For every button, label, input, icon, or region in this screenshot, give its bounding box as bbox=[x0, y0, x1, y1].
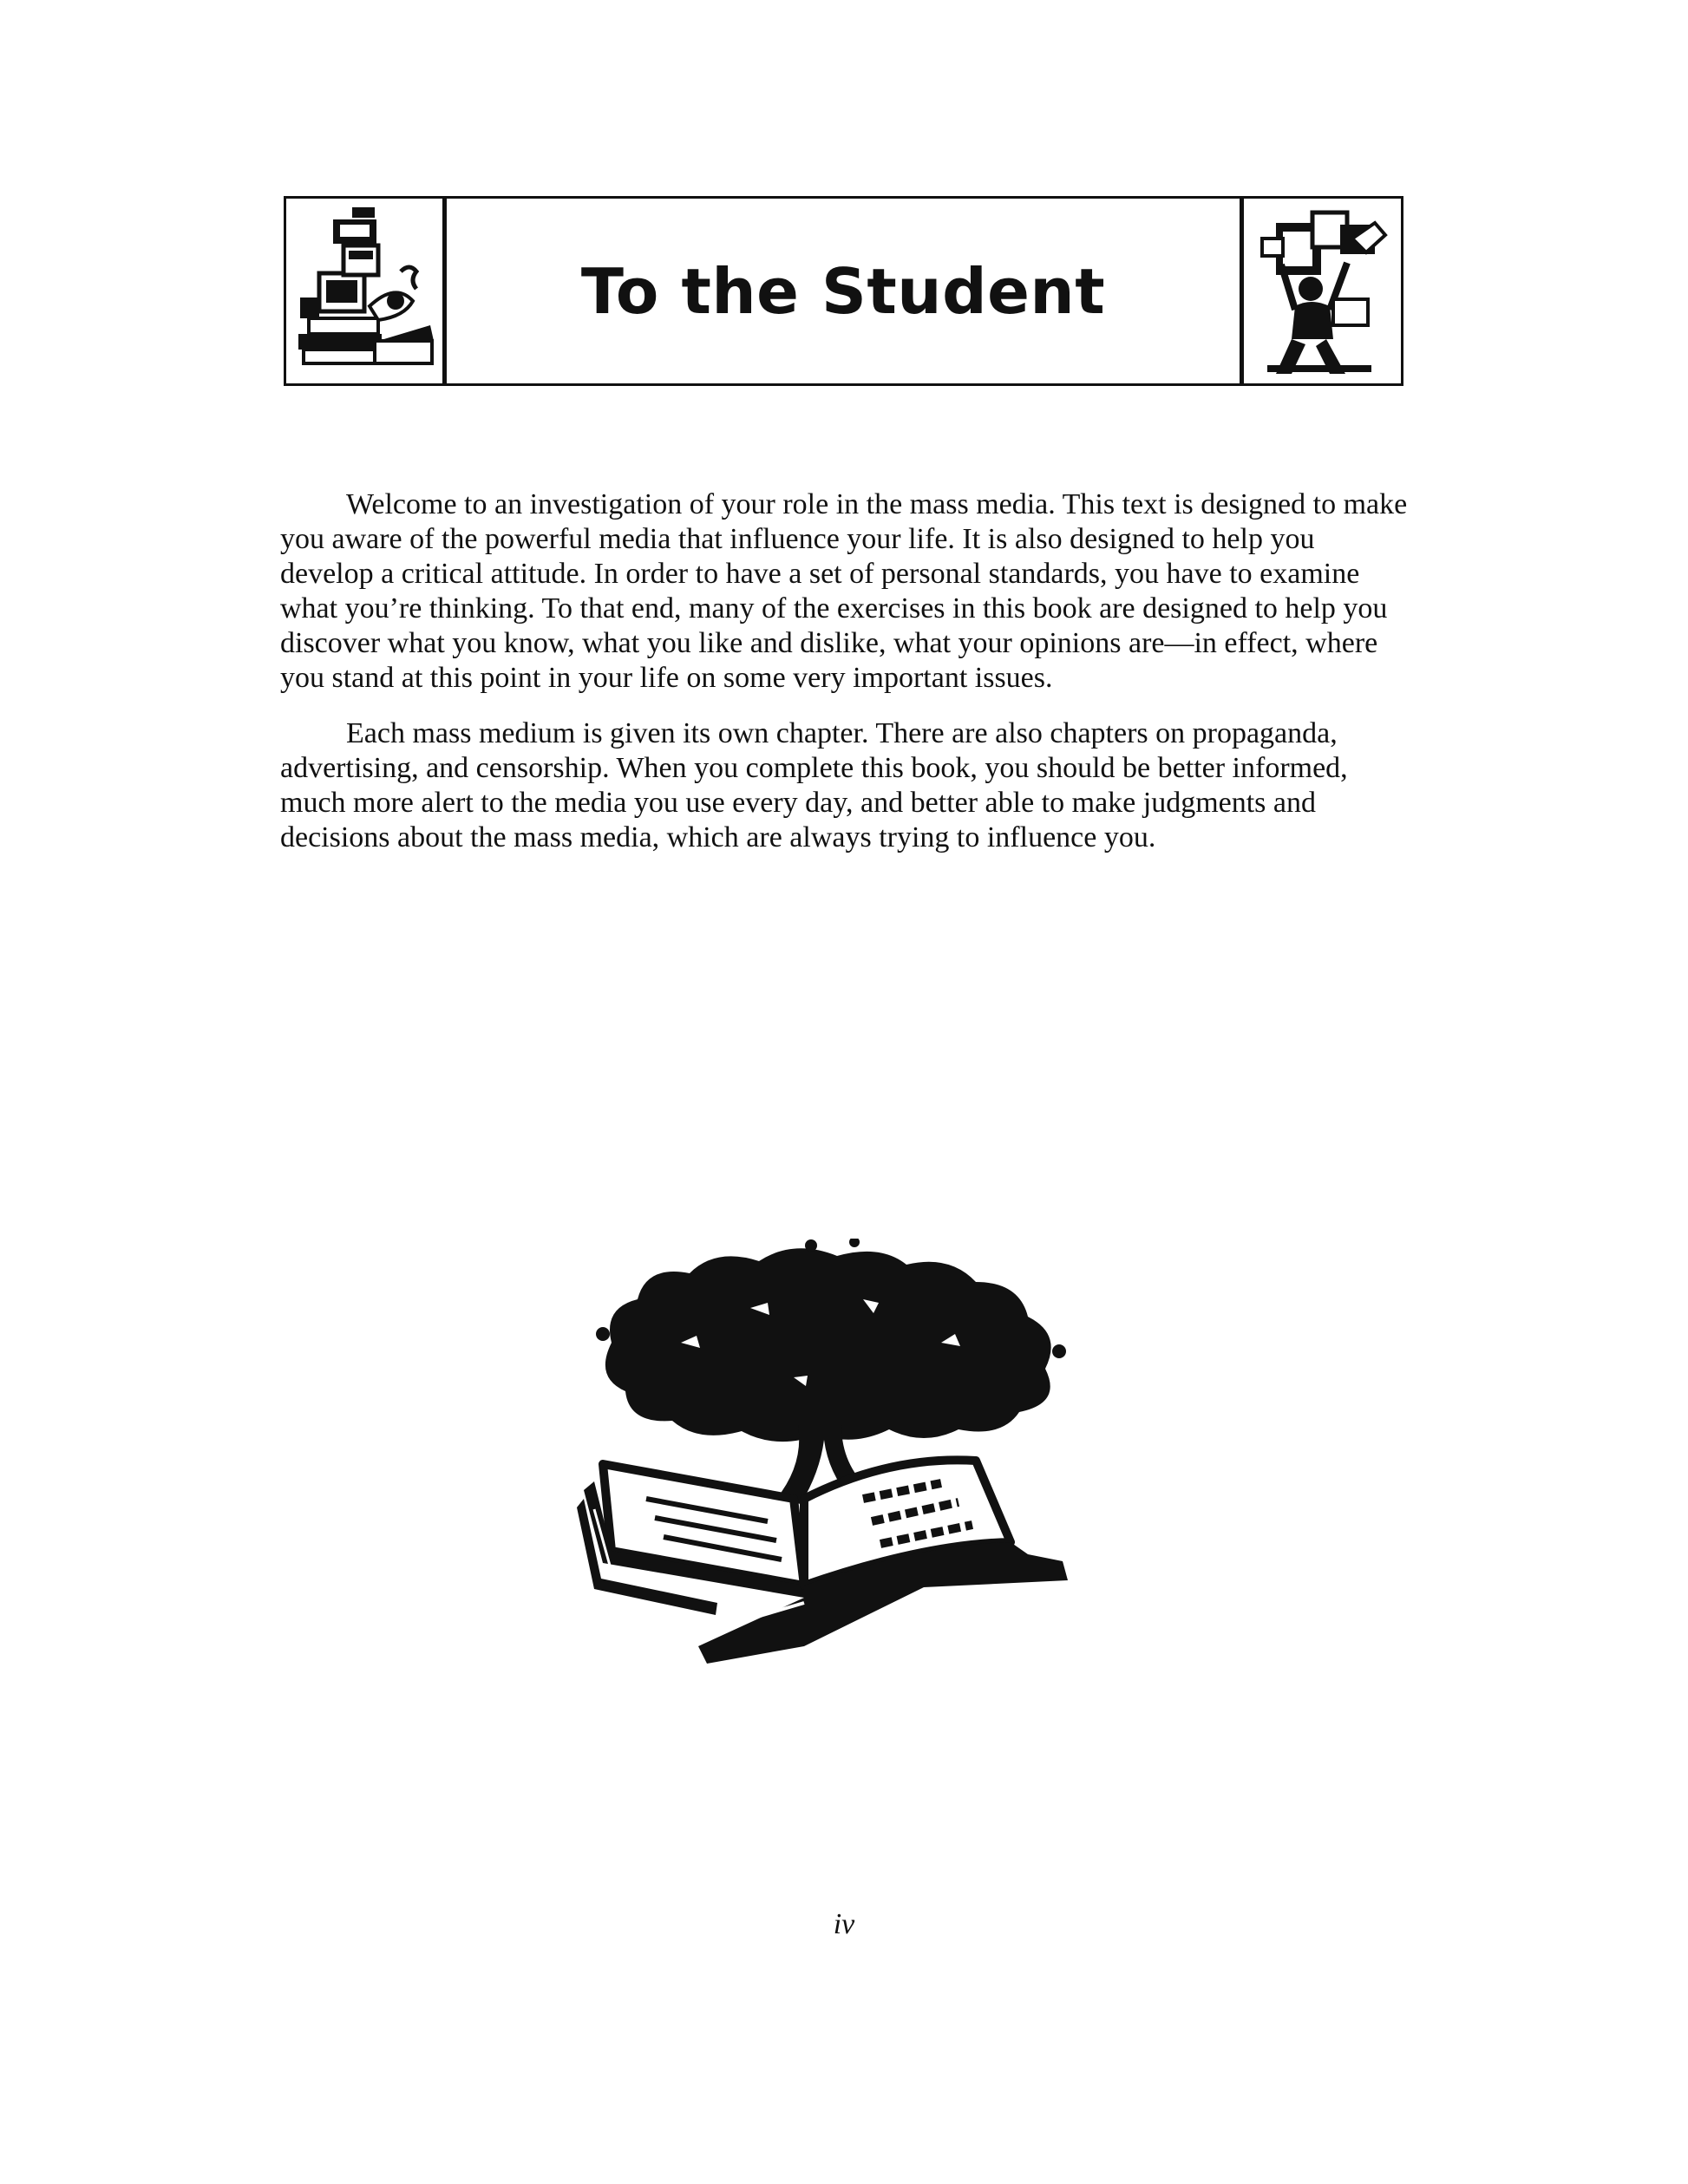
title-banner bbox=[284, 196, 1403, 386]
paragraph-chapters: Each mass medium is given its own chapter. There are also chapters on propaganda, advertising, and censorship. When you complete this book, you should be better informed, much more alert to the media you use every day, and better able to make judgments and decisions about the mass media, which are always trying to influence you. bbox=[280, 717, 1348, 853]
tree-growing-from-book-icon bbox=[577, 1239, 1097, 1664]
paragraph-intro: Welcome to an investigation of your role in the mass media. This text is designed to make you aware of the powerful media that influence your life. It is also designed to help you develop a critical attitude. In order to have a set of personal standards, you have to examine what you’re thinking. To that end, many of the exercises in this book are designed to help you discover what you know, what you like and dislike, what your opinions are—in effect, where you stand at this point in your life on some very important issues. bbox=[280, 488, 1408, 694]
page-title: To the Student bbox=[580, 254, 1106, 328]
media-pile-icon bbox=[291, 204, 437, 379]
banner-divider bbox=[1240, 199, 1244, 383]
banner-divider bbox=[442, 199, 447, 383]
media-carrier-icon bbox=[1250, 204, 1396, 379]
body-text bbox=[280, 487, 1408, 876]
page-number: iv bbox=[833, 1908, 855, 1940]
